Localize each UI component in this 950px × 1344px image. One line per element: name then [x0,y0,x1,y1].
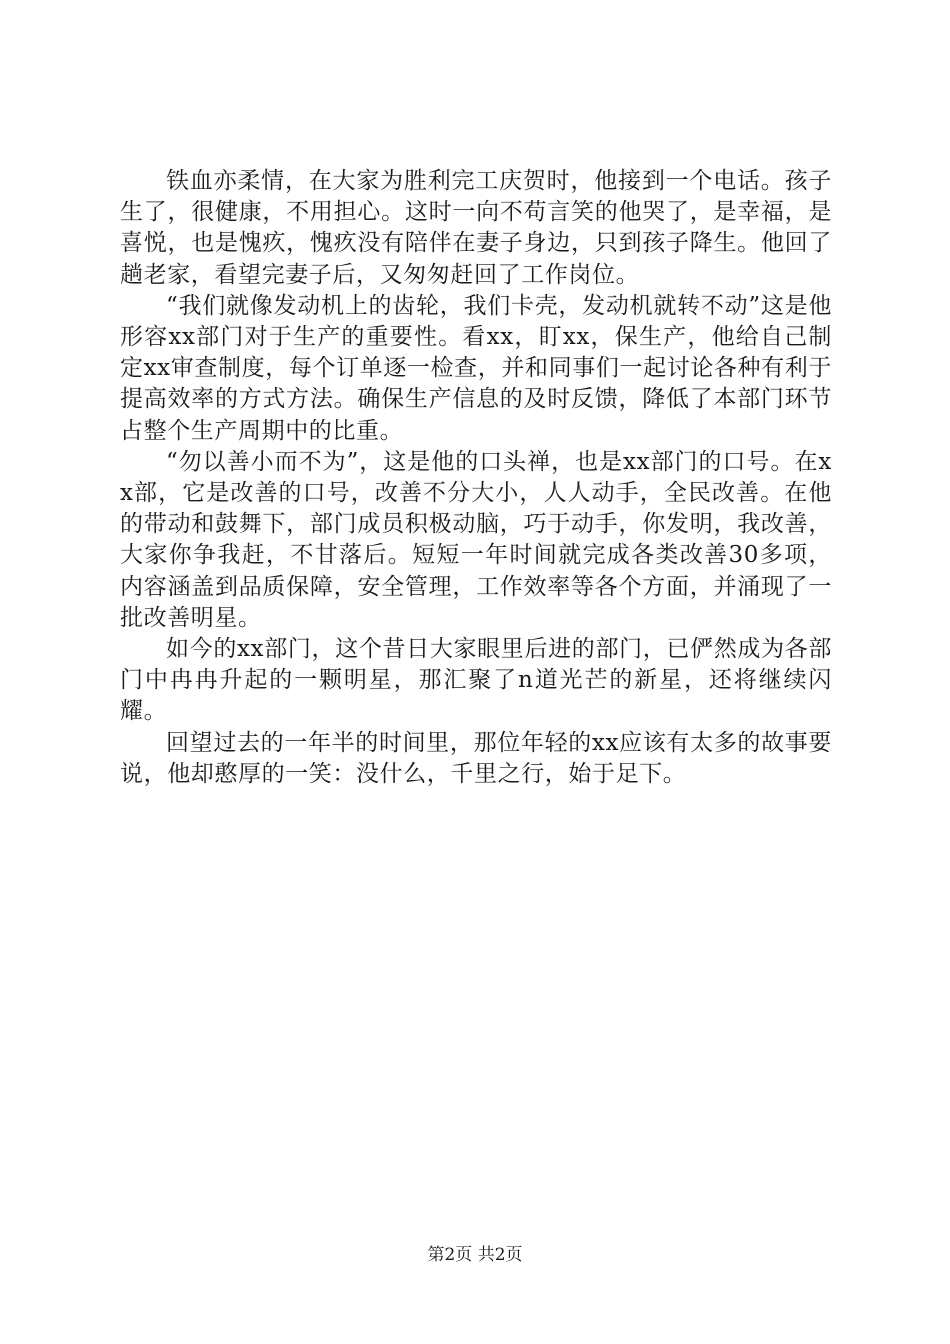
paragraph-4: 如今的xx部门，这个昔日大家眼里后进的部门，已俨然成为各部门中冉冉升起的一颗明星，那汇聚了n道光芒的新星，还将继续闪耀。 [120,636,832,725]
body-text [120,166,832,790]
paragraph-3: “勿以善小而不为”，这是他的口头禅，也是xx部门的口号。在xx部，它是改善的口号，改善不分大小，人人动手，全民改善。在他的带动和鼓舞下，部门成员积极动脑，巧于动手，你发明，我改善，大家你争我赶，不甘落后。短短一年时间就完成各类改善30多项，内容涵盖到品质保障，安全管理，工作效率等各个方面，并涌现了一批改善明星。 [120,448,832,631]
page-footer: 第2页 共2页 [427,1245,523,1265]
paragraph-5: 回望过去的一年半的时间里，那位年轻的xx应该有太多的故事要说，他却憨厚的一笑：没什么，千里之行，始于足下。 [120,729,832,787]
paragraph-1: 铁血亦柔情，在大家为胜利完工庆贺时，他接到一个电话。孩子生了，很健康，不用担心。这时一向不苟言笑的他哭了，是幸福，是喜悦，也是愧疚，愧疚没有陪伴在妻子身边，只到孩子降生。他回了趟老家，看望完妻子后，又匆匆赶回了工作岗位。 [120,168,832,288]
paragraph-2: “我们就像发动机上的齿轮，我们卡壳，发动机就转不动”这是他形容xx部门对于生产的重要性。看xx，盯xx，保生产，他给自己制定xx审查制度，每个订单逐一检查，并和同事们一起讨论各种有利于提高效率的方式方法。确保生产信息的及时反馈，降低了本部门环节占整个生产周期中的比重。 [120,292,832,444]
